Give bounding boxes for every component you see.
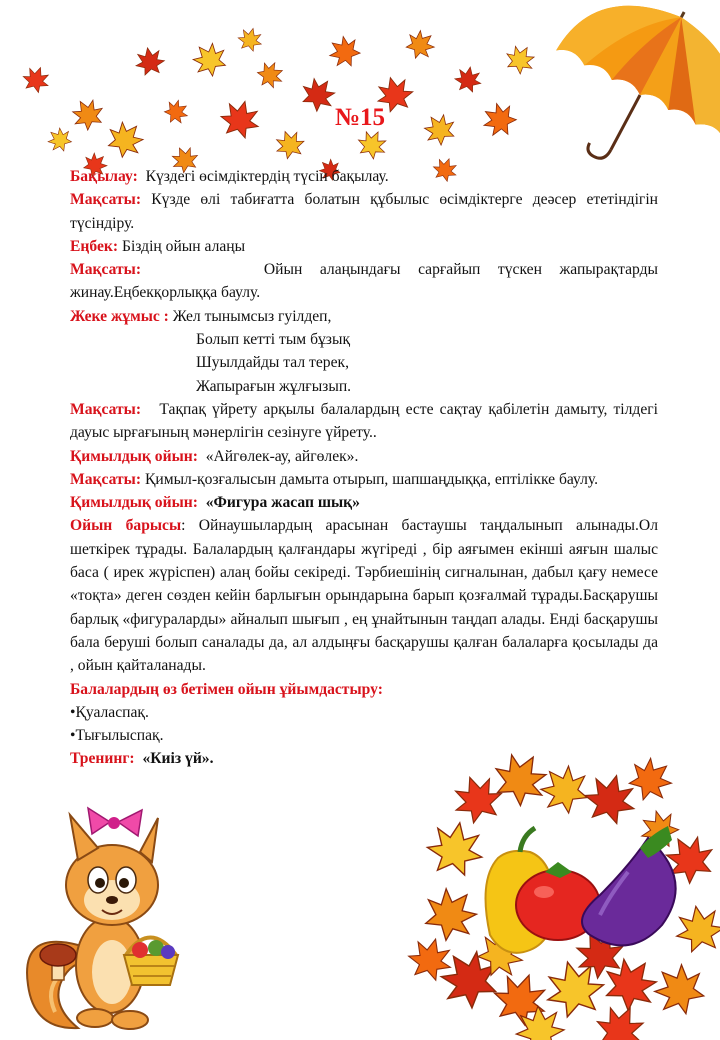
poem-line-text: Жел тынымсыз гуілдеп, (172, 307, 332, 325)
maple-leaf-icon (424, 818, 487, 877)
training-label: Тренинг: (70, 750, 135, 768)
individual-work-label: Жеке жұмыс : (70, 307, 169, 325)
page-title: №15 (334, 104, 386, 131)
maple-leaf-icon (672, 902, 720, 954)
game-process-text: : Ойнаушылардың арасынан бастаушы таңдалынып алынады.Ол шеткірек тұрады. Балалардың қалғандары жүгіреді , бір аяғымен екінші аяғын шалыс баса ( ирек жүріспен) алаң бойы секіреді. Тәрбиешінің сигналынан, дабыл қағу немесе «тоқта» деген сөзден кейін барлығын орындарына барып қозғалмай тұрады.Басқарушы барлық «фигураларды» айналып шығып , ең ұнайтынын таңдап алады. Енді басқарушы бала беруші болып саналады да, ал алдыңғы басқарушы қалған балаларға қосылады да , ойын қайталанады. (70, 517, 658, 675)
observation-label: Бақылау: (70, 168, 138, 185)
observation-text: Күздегі өсімдіктердің түсін бақылау. (145, 168, 389, 185)
goal-1-label: Мақсаты: (70, 191, 142, 209)
maple-leaf-icon (447, 769, 507, 827)
goal-2-label: Мақсаты: (70, 261, 142, 279)
maple-leaf-icon (580, 769, 641, 827)
work-label: Еңбек: (70, 237, 119, 255)
game-2-text: «Фигура жасап шық» (205, 494, 360, 512)
game-2-label: Қимылдық ойын: (70, 494, 198, 512)
maple-leaf-icon (622, 750, 680, 809)
game-process-label: Ойын барысы (70, 517, 182, 535)
poem-line: Шуылдайды тал терек, (196, 354, 349, 372)
goal-3-text: Тақпақ үйрету арқылы балалардың есте сақтау қабілетін дамыту, тілдегі дауыс ырғағының мәнерлігін сезінуге үйрету.. (70, 400, 658, 442)
maple-leaf-icon (644, 954, 712, 1022)
game-1-label: Қимылдық ойын: (70, 447, 198, 465)
maple-leaf-icon (531, 756, 596, 821)
maple-leaf-icon (486, 744, 556, 812)
work-text: Біздің ойын алаңы (121, 237, 246, 255)
goal-3-label: Мақсаты: (70, 400, 142, 418)
maple-leaf-icon (590, 998, 652, 1040)
poem-line: Болып кетті тым бұзық (196, 331, 351, 349)
goal-2-text: Ойын алаңындағы сарғайып түскен жапырақтарды жинау.Еңбекқорлыққа баулу. (70, 261, 659, 302)
goal-1-text: Күзде өлі табиғатта болатын құбылыс өсімдіктерге деәсер ететіндігін түсіндіру. (70, 191, 658, 232)
goal-4-label: Мақсаты: (70, 470, 142, 488)
free-play-item: •Тығылыспақ. (70, 727, 164, 745)
goal-4-text: Қимыл-қозғалысын дамыта отырып, шапшаңдыққа, ептілікке баулу. (144, 470, 599, 488)
game-1-text: «Айгөлек-ау, айгөлек». (205, 447, 359, 465)
poem-line: Жапырағын жұлғызып. (196, 377, 352, 395)
free-play-item: •Қуаласпақ. (70, 703, 149, 721)
free-play-label: Балалардың өз бетімен ойын ұйымдастыру: (70, 680, 383, 698)
maple-leaf-icon (416, 878, 488, 949)
training-text: «Киіз үй». (142, 750, 214, 768)
